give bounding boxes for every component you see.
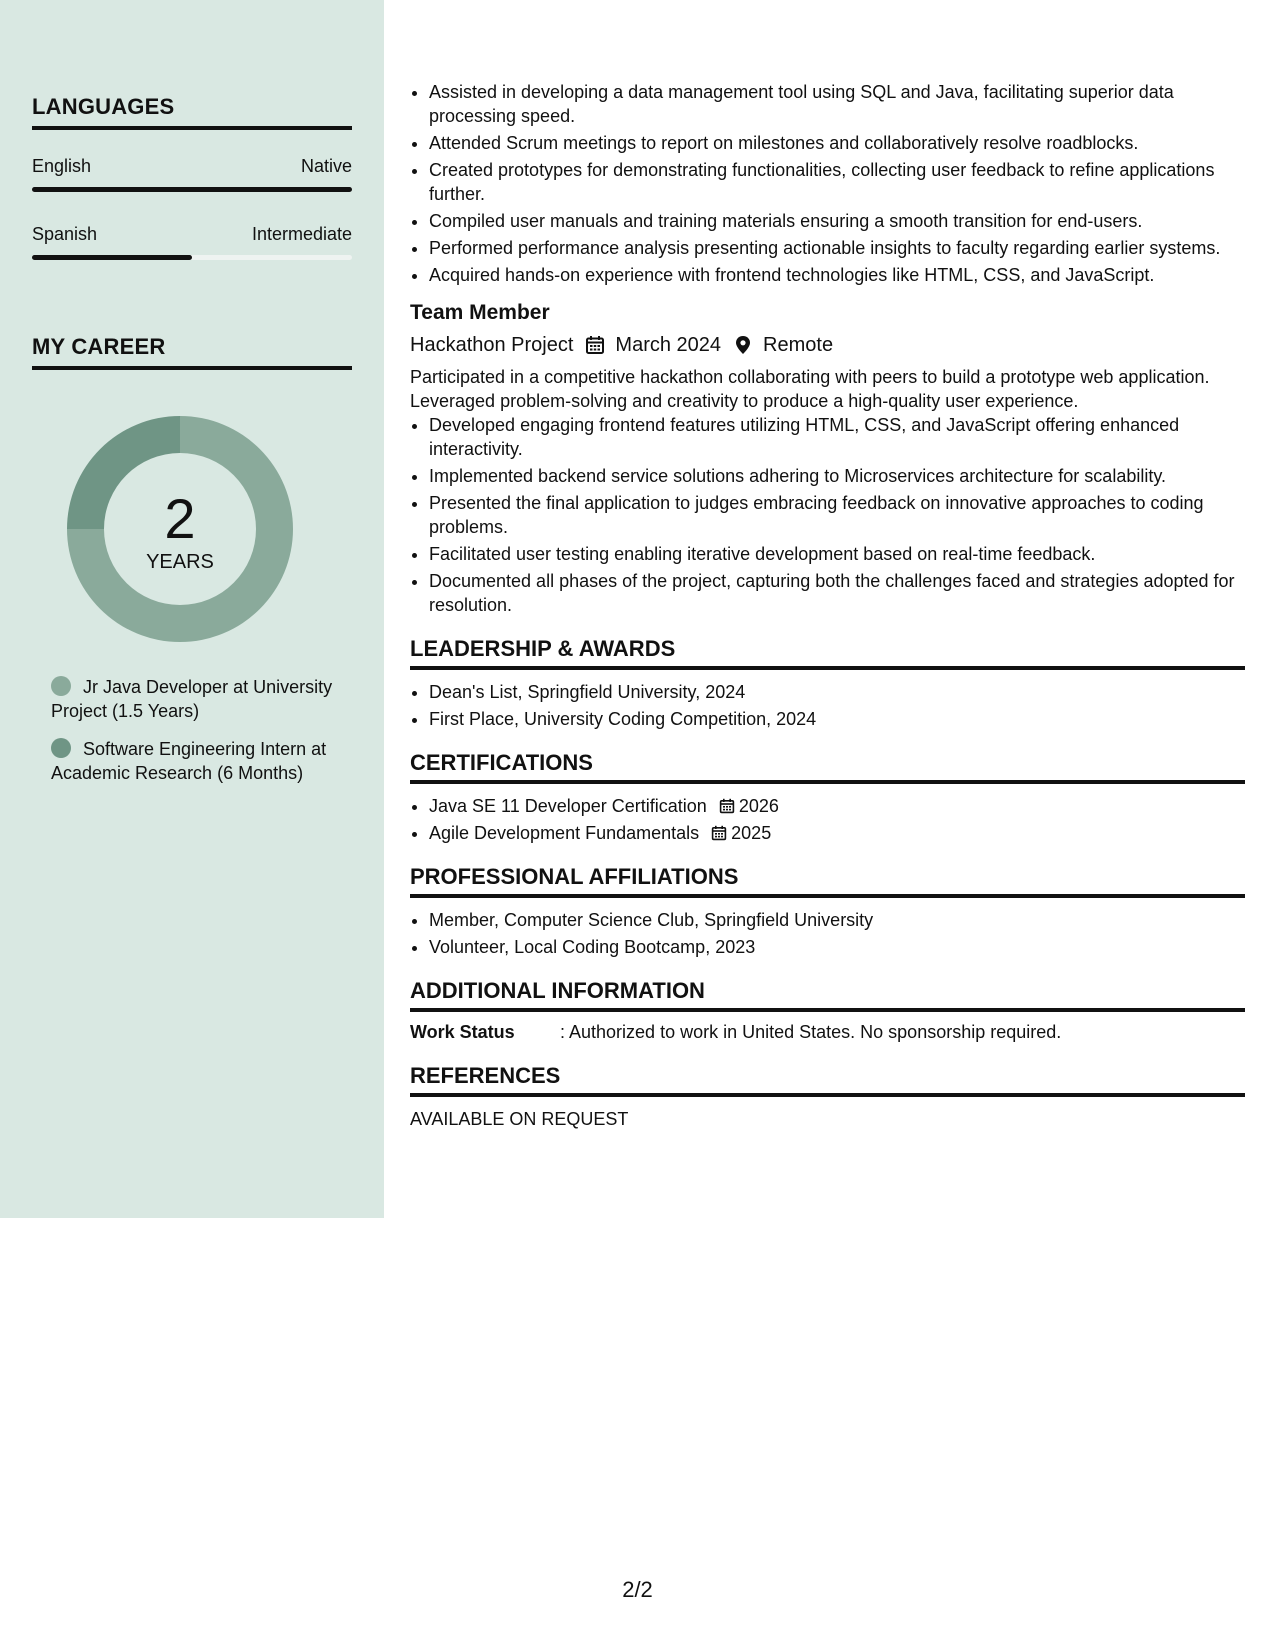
calendar-icon — [585, 335, 605, 355]
list-item: • Documented all phases of the project, capturing both the challenges faced and strategies adopted for resolution. — [429, 569, 1245, 617]
role-bullets — [410, 413, 1245, 617]
additional-info-heading: ADDITIONAL INFORMATION — [410, 979, 1245, 1012]
list-item — [429, 794, 1245, 818]
page-number: 2/2 — [622, 1577, 653, 1602]
career-total-value: 2 — [164, 487, 196, 550]
certifications-list — [410, 794, 1245, 845]
language-name: Spanish — [32, 224, 98, 244]
language-proficiency-bar — [32, 255, 352, 260]
language-row-spanish — [32, 224, 352, 245]
calendar-icon — [719, 798, 735, 814]
work-status-row — [410, 1020, 1245, 1044]
list-item: • Created prototypes for demonstrating functionalities, collecting user feedback to refine applications further. — [429, 158, 1245, 206]
certifications-heading: CERTIFICATIONS — [410, 751, 1245, 784]
career-section — [32, 334, 352, 370]
main-content — [410, 80, 1245, 1131]
languages-section — [32, 94, 352, 260]
role-description: Participated in a competitive hackathon collaborating with peers to build a prototype web application. Leveraged problem-solving and creativity to produce a high-quality user experience. — [410, 367, 1210, 411]
list-item: • Developed engaging frontend features utilizing HTML, CSS, and JavaScript offering enhanced interactivity. — [429, 413, 1245, 461]
career-legend-item — [51, 675, 336, 723]
list-item: • Assisted in developing a data management tool using SQL and Java, facilitating superior data processing speed. — [429, 80, 1245, 128]
legend-dot-icon — [51, 676, 71, 696]
list-item: • Presented the final application to judges embracing feedback on innovative approaches to coding problems. — [429, 491, 1245, 539]
career-donut-chart — [66, 415, 294, 643]
career-donut-segment — [67, 416, 180, 529]
languages-heading: LANGUAGES — [32, 94, 352, 130]
list-item: • Dean's List, Springfield University, 2024 — [429, 680, 1245, 704]
work-status-label: Work Status — [410, 1022, 515, 1042]
language-row-english — [32, 156, 352, 177]
location-pin-icon — [733, 335, 753, 355]
career-legend-label: Jr Java Developer at University Project (1.5 Years) — [51, 677, 333, 721]
list-item — [429, 821, 1245, 845]
calendar-icon — [711, 825, 727, 841]
career-legend-label: Software Engineering Intern at Academic Research (6 Months) — [51, 739, 327, 783]
career-total-unit: YEARS — [146, 551, 214, 573]
language-name: English — [32, 156, 92, 176]
certification-name: Agile Development Fundamentals — [429, 823, 700, 843]
legend-dot-icon — [51, 738, 71, 758]
leadership-heading: LEADERSHIP & AWARDS — [410, 637, 1245, 670]
list-item: • Compiled user manuals and training materials ensuring a smooth transition for end-users. — [429, 209, 1245, 233]
role-location: Remote — [763, 334, 834, 356]
role-meta — [410, 333, 1245, 357]
role-organization: Hackathon Project — [410, 334, 574, 356]
role-date: March 2024 — [615, 334, 722, 356]
leadership-list — [410, 680, 1245, 731]
career-heading: MY CAREER — [32, 334, 352, 370]
list-item: • Facilitated user testing enabling iterative development based on real-time feedback. — [429, 542, 1245, 566]
role-title: Team Member — [410, 301, 550, 324]
list-item: • Acquired hands-on experience with frontend technologies like HTML, CSS, and JavaScript. — [429, 263, 1245, 287]
list-item: • Volunteer, Local Coding Bootcamp, 2023 — [429, 935, 1245, 959]
sidebar — [0, 0, 384, 1218]
language-proficiency-bar — [32, 187, 352, 192]
certification-year: 2025 — [731, 823, 772, 843]
list-item: • First Place, University Coding Competition, 2024 — [429, 707, 1245, 731]
previous-role-bullets — [410, 80, 1245, 287]
list-item: • Performed performance analysis presenting actionable insights to faculty regarding earlier systems. — [429, 236, 1245, 260]
career-legend-item — [51, 737, 336, 785]
career-legend — [51, 675, 336, 799]
language-proficiency-fill — [32, 255, 192, 260]
certification-name: Java SE 11 Developer Certification — [429, 796, 707, 816]
list-item: • Member, Computer Science Club, Springfield University — [429, 908, 1245, 932]
work-status-value: : Authorized to work in United States. No sponsorship required. — [560, 1022, 1062, 1042]
language-level: Native — [300, 156, 352, 176]
references-heading: REFERENCES — [410, 1064, 1245, 1097]
affiliations-list — [410, 908, 1245, 959]
affiliations-heading: PROFESSIONAL AFFILIATIONS — [410, 865, 1245, 898]
list-item: • Attended Scrum meetings to report on milestones and collaboratively resolve roadblocks. — [429, 131, 1245, 155]
certification-year: 2026 — [738, 796, 779, 816]
list-item: • Implemented backend service solutions adhering to Microservices architecture for scalability. — [429, 464, 1245, 488]
references-text: AVAILABLE ON REQUEST — [410, 1109, 629, 1129]
language-level: Intermediate — [251, 224, 352, 244]
language-proficiency-fill — [32, 187, 352, 192]
